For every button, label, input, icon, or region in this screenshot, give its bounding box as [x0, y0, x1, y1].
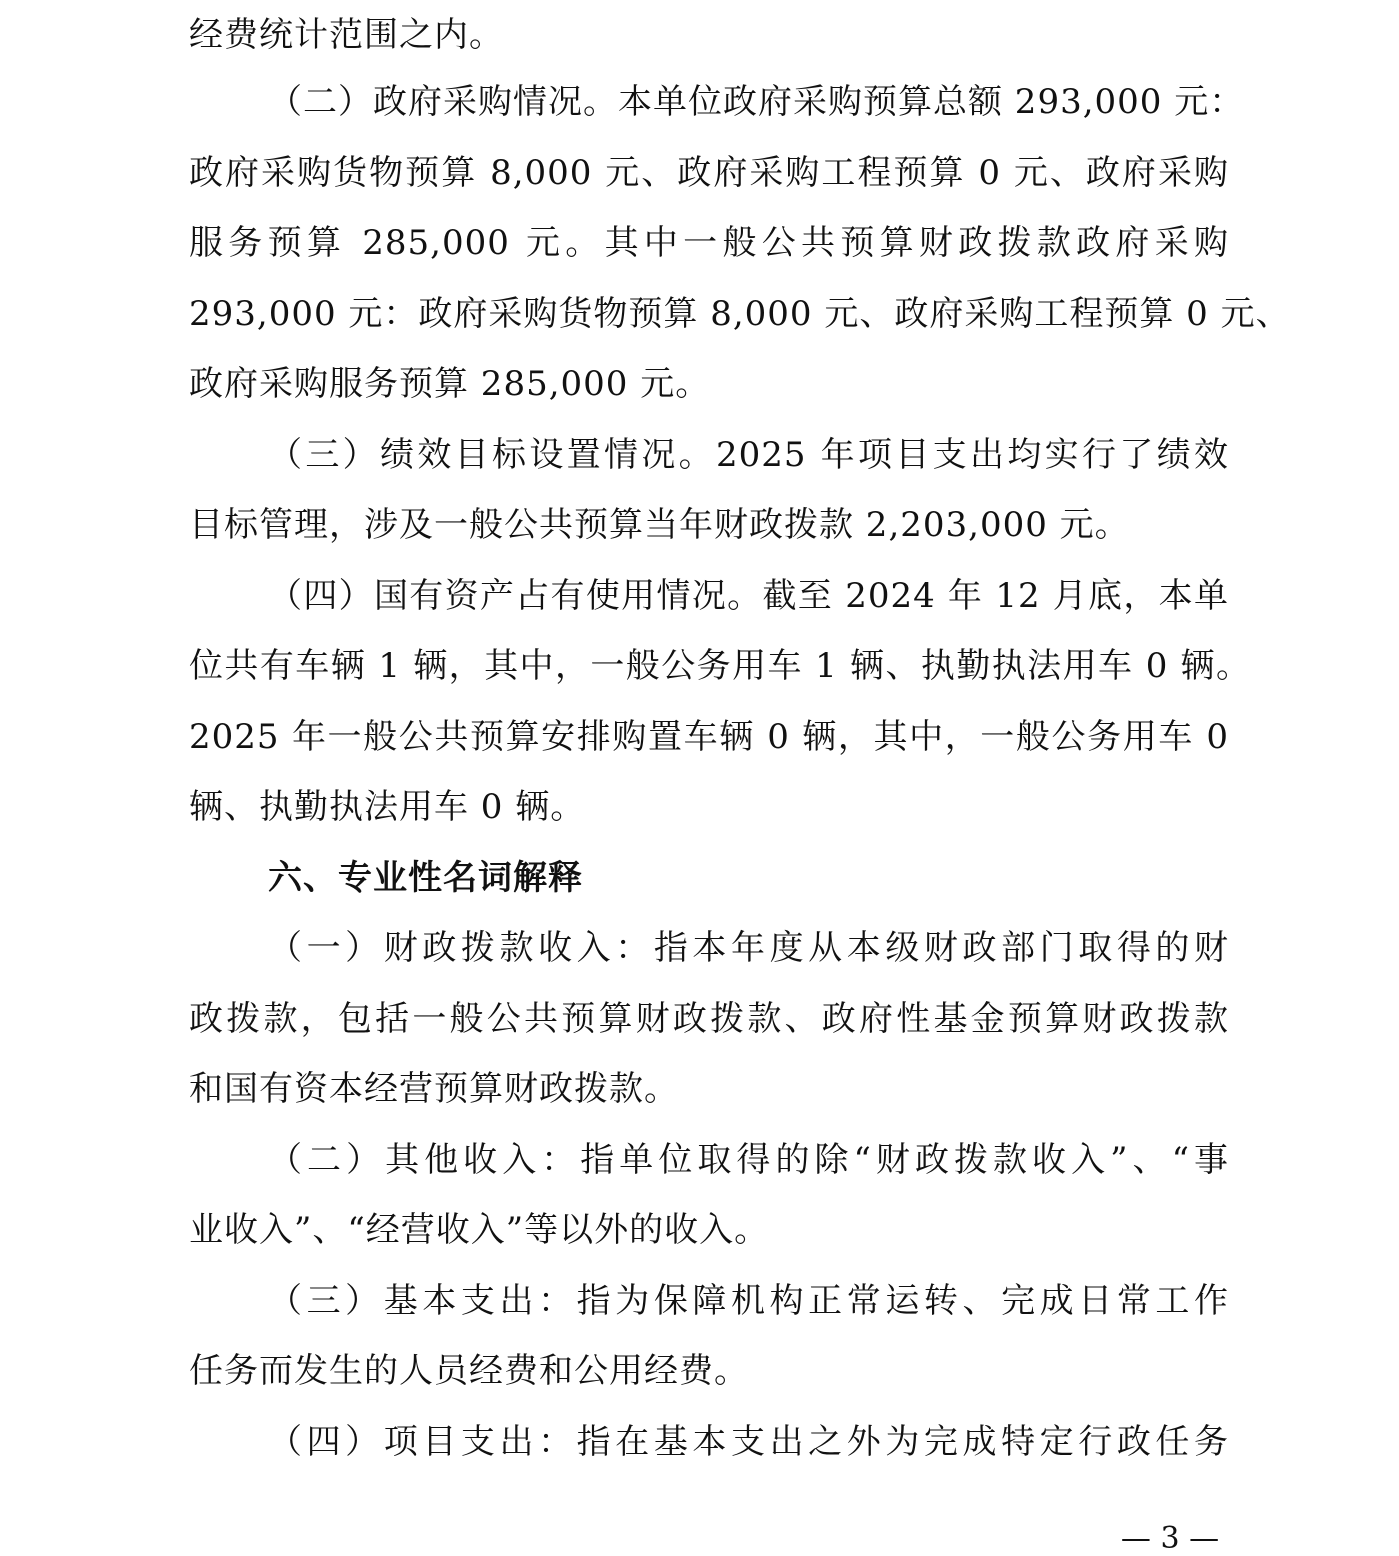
paragraph-line: 辆、执勤执法用车 0 辆。: [189, 787, 586, 827]
paragraph-line: （一）财政拨款收入：指本年度从本级财政部门取得的财: [268, 928, 1229, 968]
paragraph-line: 政府采购服务预算 285,000 元。: [189, 364, 711, 404]
section-heading: 六、专业性名词解释: [268, 858, 583, 898]
paragraph-line: 政拨款，包括一般公共预算财政拨款、政府性基金预算财政拨款: [189, 999, 1229, 1039]
paragraph-line: 任务而发生的人员经费和公用经费。: [189, 1351, 749, 1391]
paragraph-line: （四）国有资产占有使用情况。截至 2024 年 12 月底，本单: [268, 576, 1229, 616]
paragraph-line: （三）基本支出：指为保障机构正常运转、完成日常工作: [268, 1281, 1229, 1321]
paragraph-line: 293,000 元：政府采购货物预算 8,000 元、政府采购工程预算 0 元、: [189, 294, 1291, 334]
paragraph-line: （四）项目支出：指在基本支出之外为完成特定行政任务: [268, 1422, 1229, 1462]
page-number: — 3 —: [1120, 1521, 1220, 1556]
paragraph-line: 服务预算 285,000 元。其中一般公共预算财政拨款政府采购: [189, 223, 1229, 263]
paragraph-line: 政府采购货物预算 8,000 元、政府采购工程预算 0 元、政府采购: [189, 153, 1229, 193]
paragraph-line: 经费统计范围之内。: [189, 15, 504, 55]
paragraph-line: 目标管理，涉及一般公共预算当年财政拨款 2,203,000 元。: [189, 505, 1130, 545]
paragraph-line: （三）绩效目标设置情况。2025 年项目支出均实行了绩效: [268, 435, 1229, 475]
paragraph-line: 业收入”、“经营收入”等以外的收入。: [189, 1210, 770, 1250]
paragraph-line: （二）其他收入：指单位取得的除“财政拨款收入”、“事: [268, 1140, 1229, 1180]
paragraph-line: （二）政府采购情况。本单位政府采购预算总额 293,000 元：: [268, 82, 1245, 122]
paragraph-line: 和国有资本经营预算财政拨款。: [189, 1069, 679, 1109]
paragraph-line: 位共有车辆 1 辆，其中，一般公务用车 1 辆、执勤执法用车 0 辆。: [189, 646, 1251, 686]
paragraph-line: 2025 年一般公共预算安排购置车辆 0 辆，其中，一般公务用车 0: [189, 717, 1229, 757]
